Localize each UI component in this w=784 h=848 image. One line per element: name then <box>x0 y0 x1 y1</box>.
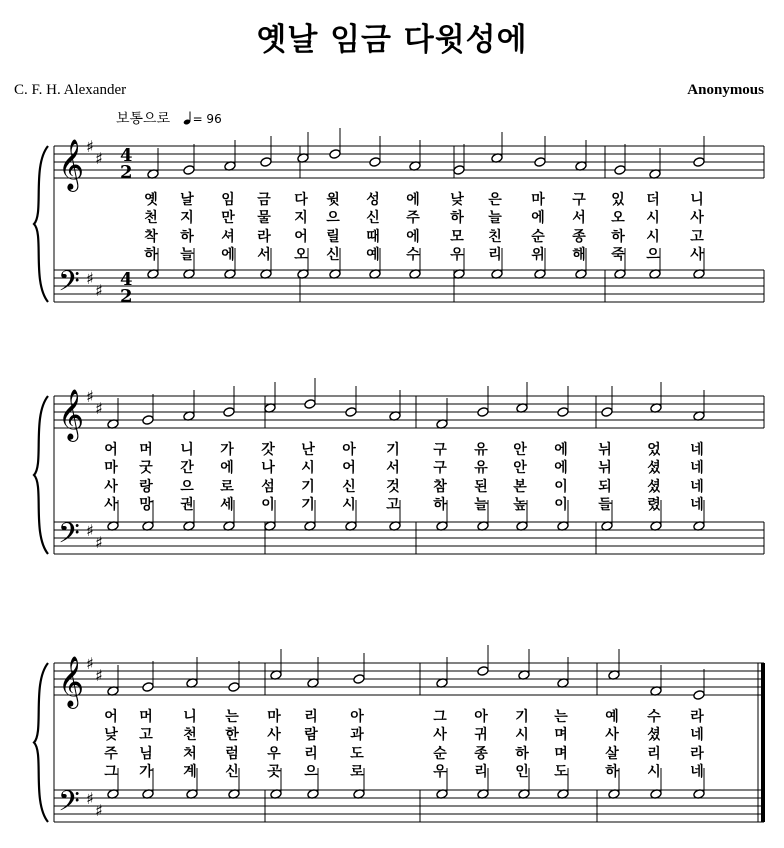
lyric-syllable: 순 <box>433 746 447 762</box>
lyric-syllable: 네 <box>690 442 704 458</box>
system-brace <box>34 146 48 302</box>
melody-note <box>224 140 236 171</box>
sharp-icon: ♯ <box>95 533 103 552</box>
melody-note <box>353 653 365 684</box>
melody-note <box>142 394 154 425</box>
lyric-syllable: 어 <box>104 442 118 458</box>
time-signature-top: 4 <box>120 145 133 166</box>
lyric-syllable: 늘 <box>488 210 502 226</box>
lyric-syllable: 날 <box>180 192 194 208</box>
lyric-syllable: 구 <box>433 460 447 476</box>
lyric-syllable: 머 <box>139 709 153 725</box>
sharp-icon: ♯ <box>95 149 103 168</box>
lyric-syllable: 곳 <box>267 764 281 780</box>
melody-note <box>409 140 421 171</box>
lyric-syllable: 시 <box>646 229 660 245</box>
lyric-syllable: 그 <box>104 764 118 780</box>
final-barline-thick <box>761 663 765 822</box>
lyric-syllable: 사 <box>104 497 118 513</box>
lyric-syllable: 아 <box>342 442 356 458</box>
lyric-syllable: 릴 <box>326 229 340 245</box>
melody-note <box>307 657 319 688</box>
lyric-syllable: 안 <box>513 442 527 458</box>
lyric-syllable: 네 <box>690 727 704 743</box>
lyric-syllable: 아 <box>350 709 364 725</box>
lyric-syllable: 굿 <box>139 460 153 476</box>
melody-note <box>329 128 341 159</box>
lyric-syllable: 로 <box>220 479 234 495</box>
lyric-syllable: 그 <box>433 709 447 725</box>
lyric-syllable: 람 <box>304 727 318 743</box>
lyric-syllable: 종 <box>572 229 586 245</box>
lyric-syllable: 가 <box>220 442 234 458</box>
lyric-syllable: 지 <box>294 210 308 226</box>
melody-note <box>304 378 316 409</box>
lyric-syllable: 하 <box>515 746 529 762</box>
melody-note <box>228 661 240 692</box>
lyric-syllable: 이 <box>554 497 568 513</box>
lyric-syllable: 때 <box>366 229 380 245</box>
lyric-syllable: 들 <box>598 497 612 513</box>
lyric-syllable: 기 <box>301 479 315 495</box>
lyric-syllable: 다 <box>294 192 308 208</box>
page-title: 옛날 임금 다윗성에 <box>256 22 528 58</box>
lyric-syllable: 마 <box>531 192 545 208</box>
lyric-syllable: 서 <box>257 247 271 263</box>
sharp-icon: ♯ <box>86 387 94 406</box>
lyric-syllable: 며 <box>554 727 568 743</box>
lyric-syllable: 사 <box>104 479 118 495</box>
lyric-syllable: 성 <box>366 192 380 208</box>
melody-note <box>516 382 528 413</box>
lyric-syllable: 니 <box>180 442 194 458</box>
lyric-syllable: 뉘 <box>598 442 612 458</box>
bass-clef-icon: 𝄢 <box>58 785 80 825</box>
lyric-syllable: 천 <box>183 727 197 743</box>
lyric-syllable: 로 <box>350 764 364 780</box>
lyric-syllable: 모 <box>450 229 464 245</box>
lyric-syllable: 서 <box>572 210 586 226</box>
lyric-syllable: 하 <box>605 764 619 780</box>
melody-note <box>260 136 272 167</box>
lyric-syllable: 처 <box>183 746 197 762</box>
lyric-syllable: 사 <box>267 727 281 743</box>
melody-note <box>534 136 546 167</box>
lyric-syllable: 안 <box>513 460 527 476</box>
lyric-syllable: 아 <box>474 709 488 725</box>
sharp-icon: ♯ <box>86 137 94 156</box>
melody-note <box>264 382 276 413</box>
lyric-syllable: 네 <box>690 460 704 476</box>
bass-clef-icon: 𝄢 <box>58 265 80 305</box>
lyric-syllable: 에 <box>554 442 568 458</box>
lyric-syllable: 사 <box>605 727 619 743</box>
lyric-syllable: 고 <box>690 229 704 245</box>
arranger-credit: Anonymous <box>687 82 764 98</box>
melody-note <box>693 136 705 167</box>
lyric-syllable: 예 <box>605 709 619 725</box>
lyric-syllable: 우 <box>267 746 281 762</box>
melody-note <box>453 144 465 175</box>
lyric-syllable: 니 <box>183 709 197 725</box>
lyric-syllable: 리 <box>488 247 502 263</box>
melody-note <box>693 390 705 421</box>
lyric-syllable: 살 <box>605 746 619 762</box>
lyric-syllable: 금 <box>257 192 271 208</box>
lyric-syllable: 리 <box>304 709 318 725</box>
lyric-syllable: 망 <box>139 497 153 513</box>
melody-note <box>183 390 195 421</box>
lyric-syllable: 수 <box>647 709 661 725</box>
treble-clef-icon: 𝄞 <box>58 389 85 440</box>
lyric-syllable: 유 <box>474 442 488 458</box>
lyric-syllable: 낮 <box>450 192 464 208</box>
lyric-syllable: 리 <box>304 746 318 762</box>
lyric-syllable: 구 <box>433 442 447 458</box>
sharp-icon: ♯ <box>95 399 103 418</box>
lyric-syllable: 신 <box>366 210 380 226</box>
melody-note <box>693 669 705 700</box>
melody-note <box>345 386 357 417</box>
melody-note <box>183 144 195 175</box>
lyric-syllable: 럼 <box>225 746 239 762</box>
lyric-syllable: 으 <box>180 479 194 495</box>
lyric-syllable: 인 <box>515 764 529 780</box>
treble-clef-icon: 𝄞 <box>58 656 85 707</box>
lyric-syllable: 하 <box>433 497 447 513</box>
lyric-syllable: 권 <box>180 497 194 513</box>
lyric-syllable: 수 <box>406 247 420 263</box>
lyric-syllable: 라 <box>690 709 704 725</box>
melody-note <box>142 661 154 692</box>
lyric-syllable: 고 <box>386 497 400 513</box>
lyric-syllable: 라 <box>690 746 704 762</box>
lyric-syllable: 죽 <box>611 247 625 263</box>
lyric-syllable: 되 <box>598 479 612 495</box>
lyric-syllable: 섬 <box>261 479 275 495</box>
lyric-syllable: 님 <box>139 746 153 762</box>
lyric-syllable: 어 <box>104 709 118 725</box>
lyric-syllable: 도 <box>554 764 568 780</box>
lyric-syllable: 하 <box>611 229 625 245</box>
lyric-syllable: 어 <box>294 229 308 245</box>
lyric-syllable: 종 <box>474 746 488 762</box>
lyric-syllable: 이 <box>554 479 568 495</box>
lyric-syllable: 착 <box>144 229 158 245</box>
lyric-syllable: 유 <box>474 460 488 476</box>
melody-note <box>389 390 401 421</box>
melody-note <box>186 657 198 688</box>
melody-note <box>107 665 119 696</box>
lyric-syllable: 구 <box>572 192 586 208</box>
lyric-syllable: 셨 <box>647 460 661 476</box>
lyric-syllable: 리 <box>474 764 488 780</box>
system-brace <box>34 396 48 554</box>
lyric-syllable: 마 <box>267 709 281 725</box>
lyric-syllable: 신 <box>225 764 239 780</box>
lyric-syllable: 고 <box>139 727 153 743</box>
lyric-syllable: 주 <box>406 210 420 226</box>
lyric-syllable: 었 <box>647 442 661 458</box>
lyric-syllable: 니 <box>690 192 704 208</box>
lyric-syllable: 네 <box>690 479 704 495</box>
lyric-syllable: 에 <box>221 247 235 263</box>
lyric-syllable: 오 <box>294 247 308 263</box>
time-signature-bottom: 2 <box>120 286 133 307</box>
lyric-syllable: 신 <box>342 479 356 495</box>
lyric-syllable: 천 <box>144 210 158 226</box>
lyric-syllable: 하 <box>450 210 464 226</box>
lyric-syllable: 도 <box>350 746 364 762</box>
lyric-syllable: 오 <box>611 210 625 226</box>
lyric-syllable: 시 <box>342 497 356 513</box>
lyric-syllable: 귀 <box>474 727 488 743</box>
lyric-syllable: 랑 <box>139 479 153 495</box>
sharp-icon: ♯ <box>95 281 103 300</box>
tempo-bpm: = 96 <box>192 112 222 126</box>
lyric-syllable: 있 <box>611 192 625 208</box>
lyric-syllable: 네 <box>690 764 704 780</box>
lyric-syllable: 늘 <box>180 247 194 263</box>
lyric-syllable: 셨 <box>647 479 661 495</box>
lyric-syllable: 시 <box>646 210 660 226</box>
lyric-syllable: 임 <box>221 192 235 208</box>
lyric-syllable: 에 <box>554 460 568 476</box>
lyric-syllable: 난 <box>301 442 315 458</box>
melody-note <box>601 386 613 417</box>
lyric-syllable: 서 <box>386 460 400 476</box>
sharp-icon: ♯ <box>86 789 94 808</box>
lyric-syllable: 우 <box>450 247 464 263</box>
lyric-syllable: 며 <box>554 746 568 762</box>
lyric-syllable: 라 <box>257 229 271 245</box>
lyric-syllable: 것 <box>386 479 400 495</box>
lyric-syllable: 해 <box>572 247 586 263</box>
tempo-expression: 보통으로 <box>116 111 171 127</box>
lyric-syllable: 순 <box>531 229 545 245</box>
sharp-icon: ♯ <box>95 801 103 820</box>
melody-note <box>491 132 503 163</box>
melody-note <box>557 657 569 688</box>
lyric-syllable: 은 <box>488 192 502 208</box>
time-signature-bottom: 2 <box>120 162 133 183</box>
lyric-syllable: 는 <box>554 709 568 725</box>
lyric-syllable: 네 <box>690 497 704 513</box>
melody-note <box>608 649 620 680</box>
lyric-syllable: 시 <box>301 460 315 476</box>
lyric-syllable: 기 <box>515 709 529 725</box>
lyric-syllable: 낮 <box>104 727 118 743</box>
lyric-syllable: 더 <box>646 192 660 208</box>
sharp-icon: ♯ <box>95 666 103 685</box>
system-brace <box>34 663 48 822</box>
lyric-syllable: 우 <box>433 764 447 780</box>
melody-note <box>557 386 569 417</box>
melody-note <box>436 398 448 429</box>
lyric-syllable: 에 <box>406 229 420 245</box>
lyric-syllable: 으 <box>304 764 318 780</box>
sharp-icon: ♯ <box>86 654 94 673</box>
melody-note <box>223 386 235 417</box>
lyric-syllable: 친 <box>488 229 502 245</box>
lyric-syllable: 에 <box>220 460 234 476</box>
lyric-syllable: 윗 <box>326 192 340 208</box>
melody-note <box>650 665 662 696</box>
sharp-icon: ♯ <box>86 521 94 540</box>
lyric-syllable: 시 <box>647 764 661 780</box>
lyric-syllable: 본 <box>513 479 527 495</box>
lyric-syllable: 어 <box>342 460 356 476</box>
lyric-syllable: 신 <box>326 247 340 263</box>
melody-note <box>650 382 662 413</box>
lyric-syllable: 높 <box>513 497 527 513</box>
lyric-syllable: 리 <box>647 746 661 762</box>
melody-note <box>107 398 119 429</box>
lyric-syllable: 는 <box>225 709 239 725</box>
lyric-syllable: 으 <box>326 210 340 226</box>
lyric-syllable: 사 <box>690 210 704 226</box>
treble-clef-icon: 𝄞 <box>58 139 85 190</box>
lyric-syllable: 늘 <box>474 497 488 513</box>
lyric-syllable: 주 <box>104 746 118 762</box>
lyric-syllable: 시 <box>515 727 529 743</box>
melody-note <box>518 649 530 680</box>
lyric-syllable: 기 <box>301 497 315 513</box>
lyric-syllable: 간 <box>180 460 194 476</box>
melody-note <box>436 657 448 688</box>
lyric-syllable: 마 <box>104 460 118 476</box>
lyric-syllable: 이 <box>261 497 275 513</box>
bass-clef-icon: 𝄢 <box>58 517 80 557</box>
melody-note <box>477 386 489 417</box>
melody-note <box>614 144 626 175</box>
lyric-syllable: 사 <box>690 247 704 263</box>
lyric-syllable: 물 <box>257 210 271 226</box>
lyric-syllable: 으 <box>646 247 660 263</box>
time-signature-top: 4 <box>120 269 133 290</box>
lyric-syllable: 하 <box>180 229 194 245</box>
lyric-syllable: 계 <box>183 764 197 780</box>
lyric-syllable: 과 <box>350 727 364 743</box>
lyric-syllable: 에 <box>531 210 545 226</box>
lyric-syllable: 예 <box>366 247 380 263</box>
lyric-syllable: 위 <box>531 247 545 263</box>
melody-note <box>270 649 282 680</box>
melody-note <box>649 148 661 179</box>
lyric-syllable: 에 <box>406 192 420 208</box>
lyric-syllable: 옛 <box>144 192 158 208</box>
lyric-syllable: 기 <box>386 442 400 458</box>
melody-note <box>369 136 381 167</box>
lyric-syllable: 뉘 <box>598 460 612 476</box>
lyric-syllable: 셔 <box>221 229 235 245</box>
lyric-syllable: 셨 <box>647 727 661 743</box>
lyric-syllable: 갓 <box>261 442 275 458</box>
melody-note <box>575 140 587 171</box>
melody-note <box>147 148 159 179</box>
lyric-syllable: 하 <box>144 247 158 263</box>
melody-note <box>297 132 309 163</box>
lyric-syllable: 머 <box>139 442 153 458</box>
composer-credit: C. F. H. Alexander <box>14 82 127 98</box>
lyric-syllable: 만 <box>221 210 235 226</box>
lyric-syllable: 가 <box>139 764 153 780</box>
lyric-syllable: 된 <box>474 479 488 495</box>
sharp-icon: ♯ <box>86 269 94 288</box>
lyric-syllable: 렸 <box>647 497 661 513</box>
lyric-syllable: 참 <box>433 479 447 495</box>
lyric-syllable: 나 <box>261 460 275 476</box>
lyric-syllable: 사 <box>433 727 447 743</box>
lyric-syllable: 세 <box>220 497 234 513</box>
lyric-syllable: 한 <box>225 727 239 743</box>
melody-note <box>477 645 489 676</box>
lyric-syllable: 지 <box>180 210 194 226</box>
